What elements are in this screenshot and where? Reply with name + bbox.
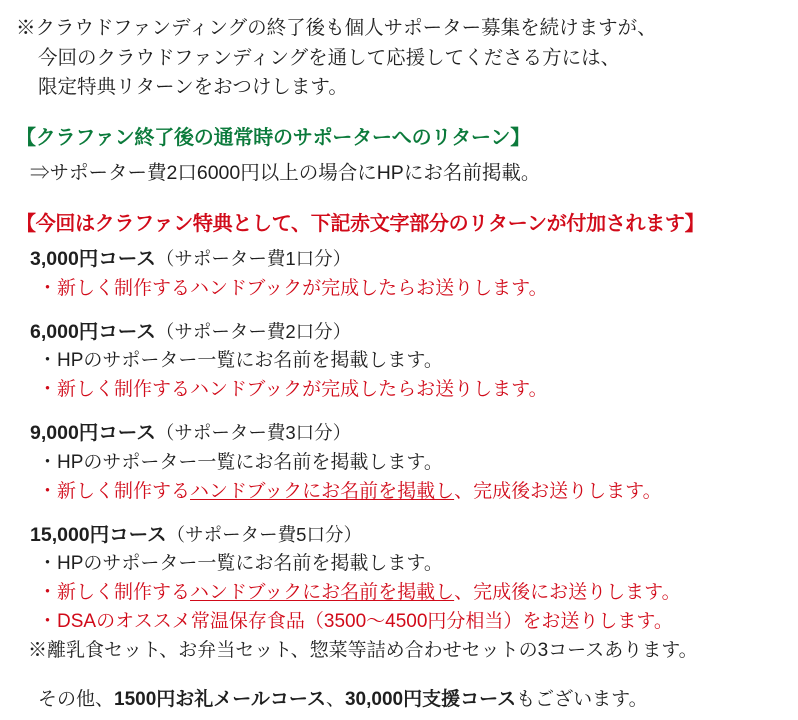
- course-title-15000: [16, 521, 782, 551]
- course-name-9000: 9,000円コース: [30, 422, 156, 445]
- course-item-3000-1: ・新しく制作するハンドブックが完成したらお送りします。: [38, 277, 548, 299]
- course-item-9000-2-text-underlined: ハンドブックにお名前を掲載し: [190, 480, 455, 502]
- course-title-9000: [16, 419, 782, 449]
- course-paren-3000: （サポーター費1口分）: [155, 248, 352, 270]
- footer-prefix: その他、: [38, 688, 115, 710]
- course-item-15000-2-text: ・新しく制作するハンドブックにお名前を掲載し、完成後にお送りします。: [38, 582, 681, 604]
- course-paren-6000: （サポーター費2口分）: [155, 320, 352, 342]
- normal-return-heading: 【クラファン終了後の通常時のサポーターへのリターン】: [16, 126, 530, 149]
- course-item-6000-2: ・新しく制作するハンドブックが完成したらお送りします。: [38, 379, 548, 401]
- course-paren-9000: （サポーター費3口分）: [155, 422, 352, 444]
- course-name-15000: 15,000円コース: [30, 523, 167, 546]
- course-note-15000: ※離乳食セット、お弁当セット、惣菜等詰め合わせセットの3コースあります。: [28, 639, 698, 661]
- course-block-3000: [16, 245, 782, 304]
- course-item-15000-3: ・DSAのオススメ常温保存食品（3500〜4500円分相当）をお送りします。: [38, 610, 673, 632]
- course-item-15000-2-text-underlined: ハンドブックにお名前を掲載し: [190, 582, 455, 604]
- intro-paragraph: [16, 14, 782, 103]
- footer-bold-1: 1500円お礼メールコース: [114, 688, 326, 710]
- course-item-6000-1: ・HPのサポーター一覧にお名前を掲載します。: [38, 350, 443, 372]
- course-block-15000: [16, 521, 782, 666]
- course-name-3000: 3,000円コース: [30, 248, 156, 271]
- course-block-9000: [16, 419, 782, 506]
- course-item-9000-2: [16, 478, 782, 507]
- normal-return-detail: ⇒サポーター費2口6000円以上の場合にHPにお名前掲載。: [30, 162, 541, 185]
- special-return-heading: 【今回はクラファン特典として、下記赤文字部分のリターンが付加されます】: [16, 212, 705, 235]
- course-item-9000-1: ・HPのサポーター一覧にお名前を掲載します。: [38, 451, 443, 473]
- intro-line-3: 限定特典リターンをおつけします。: [38, 76, 348, 99]
- footer-note: [16, 686, 782, 715]
- course-name-6000: 6,000円コース: [30, 320, 156, 343]
- course-title-6000: [16, 318, 782, 348]
- course-item-15000-1: ・HPのサポーター一覧にお名前を掲載します。: [38, 553, 443, 575]
- intro-line-1: ※クラウドファンディングの終了後も個人サポーター募集を続けますが、: [16, 17, 657, 39]
- course-title-3000: [16, 245, 782, 275]
- course-item-9000-2-text: ・新しく制作するハンドブックにお名前を掲載し、完成後お送りします。: [38, 480, 662, 502]
- intro-line-2: 今回のクラウドファンディングを通して応援してくださる方には、: [38, 46, 621, 69]
- course-paren-15000: （サポーター費5口分）: [166, 523, 362, 545]
- footer-suffix: もございます。: [516, 688, 648, 710]
- footer-bold-2: 30,000円支援コース: [344, 688, 517, 710]
- course-item-15000-2: [16, 579, 782, 608]
- footer-middle: 、: [325, 688, 345, 710]
- course-block-6000: [16, 318, 782, 405]
